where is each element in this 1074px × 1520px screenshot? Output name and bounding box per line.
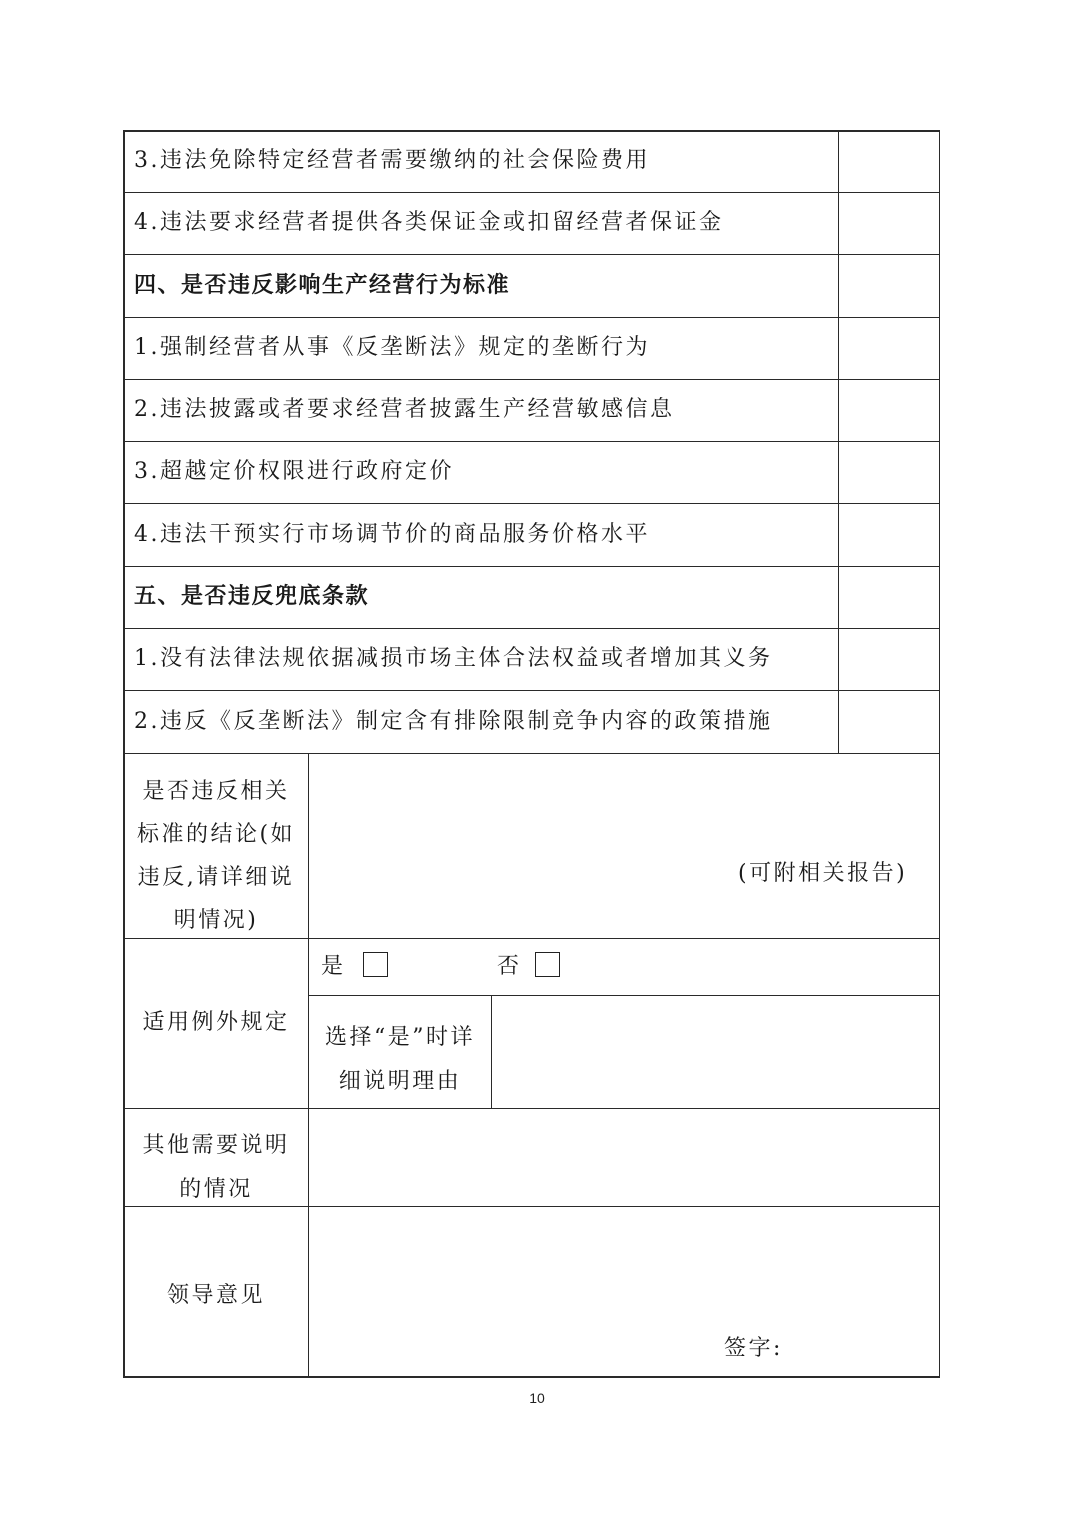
section-heading: [134, 582, 369, 612]
row-divider: [123, 503, 940, 504]
exception-no-checkbox[interactable]: [535, 952, 560, 977]
conclusion-label-line: 违反,请详细说: [137, 865, 295, 890]
criteria-check-cell[interactable]: [839, 442, 938, 503]
page-number: 10: [529, 1390, 545, 1406]
section-heading-text: 五、是否违反兜底条款: [134, 584, 370, 609]
criteria-check-cell[interactable]: [839, 255, 938, 317]
conclusion-label-line: 明情况): [173, 908, 259, 933]
other-label-line: 的情况: [179, 1177, 253, 1202]
criteria-check-cell[interactable]: [839, 567, 938, 628]
conclusion-label-line: 是否违反相关: [142, 779, 290, 804]
criteria-text: 1.没有法律法规依据减损市场主体合法权益或者增加其义务: [134, 646, 773, 671]
other-label-line: 其他需要说明: [142, 1133, 290, 1158]
criteria-row: [134, 146, 650, 176]
criteria-text: 4.违法要求经营者提供各类保证金或扣留经营者保证金: [134, 210, 724, 235]
section-heading-text: 四、是否违反影响生产经营行为标准: [134, 273, 511, 298]
row-divider: [123, 254, 940, 255]
exception-reason-label: [309, 1016, 491, 1104]
conclusion-label-line: 标准的结论(如: [136, 822, 296, 847]
row-divider: [123, 441, 940, 442]
criteria-row: [134, 208, 724, 238]
criteria-check-cell[interactable]: [839, 193, 938, 254]
leader-label: 领导意见: [166, 1283, 265, 1308]
section-heading: [134, 271, 510, 301]
conclusion-label: [124, 770, 308, 942]
exception-no-label: 否: [497, 954, 522, 979]
criteria-text: 3.违法免除特定经营者需要缴纳的社会保险费用: [134, 148, 650, 173]
row-divider: [123, 1108, 940, 1109]
other-field[interactable]: [310, 1110, 938, 1206]
reason-column-divider: [491, 995, 492, 1109]
table-border-bottom: [123, 1376, 940, 1378]
exception-reason-label-line: 选择“是”时详: [325, 1025, 475, 1050]
criteria-text: 2.违反《反垄断法》制定含有排除限制竞争内容的政策措施: [134, 709, 773, 734]
signature-label: 签字:: [724, 1336, 783, 1361]
criteria-text: 2.违法披露或者要求经营者披露生产经营敏感信息: [134, 397, 675, 422]
criteria-check-cell[interactable]: [839, 504, 938, 566]
criteria-check-cell[interactable]: [839, 380, 938, 441]
leader-opinion-field[interactable]: [310, 1208, 938, 1376]
row-divider: [308, 995, 940, 996]
criteria-text: 1.强制经营者从事《反垄断法》规定的垄断行为: [134, 335, 650, 360]
row-divider: [123, 192, 940, 193]
conclusion-field[interactable]: [310, 754, 938, 938]
criteria-text: 3.超越定价权限进行政府定价: [134, 459, 454, 484]
criteria-check-cell[interactable]: [839, 318, 938, 379]
criteria-text: 4.违法干预实行市场调节价的商品服务价格水平: [134, 522, 650, 547]
row-divider: [123, 628, 940, 629]
row-divider: [123, 317, 940, 318]
criteria-check-cell[interactable]: [839, 131, 938, 192]
exception-yes-checkbox[interactable]: [363, 952, 388, 977]
exception-yes-label: 是: [321, 954, 346, 979]
row-divider: [123, 379, 940, 380]
exception-label: 适用例外规定: [142, 1010, 290, 1035]
row-divider: [123, 566, 940, 567]
exception-reason-field[interactable]: [493, 997, 938, 1108]
criteria-check-cell[interactable]: [839, 629, 938, 690]
exception-reason-label-line: 细说明理由: [338, 1069, 462, 1094]
conclusion-note: (可附相关报告): [738, 861, 908, 886]
table-border-top: [123, 130, 940, 132]
criteria-row: [134, 707, 773, 737]
criteria-row: [134, 457, 454, 487]
row-divider: [123, 690, 940, 691]
criteria-row: [134, 395, 675, 425]
criteria-row: [134, 333, 650, 363]
criteria-row: [134, 644, 773, 674]
criteria-check-cell[interactable]: [839, 691, 938, 753]
criteria-row: [134, 520, 650, 550]
other-label: [124, 1124, 308, 1212]
